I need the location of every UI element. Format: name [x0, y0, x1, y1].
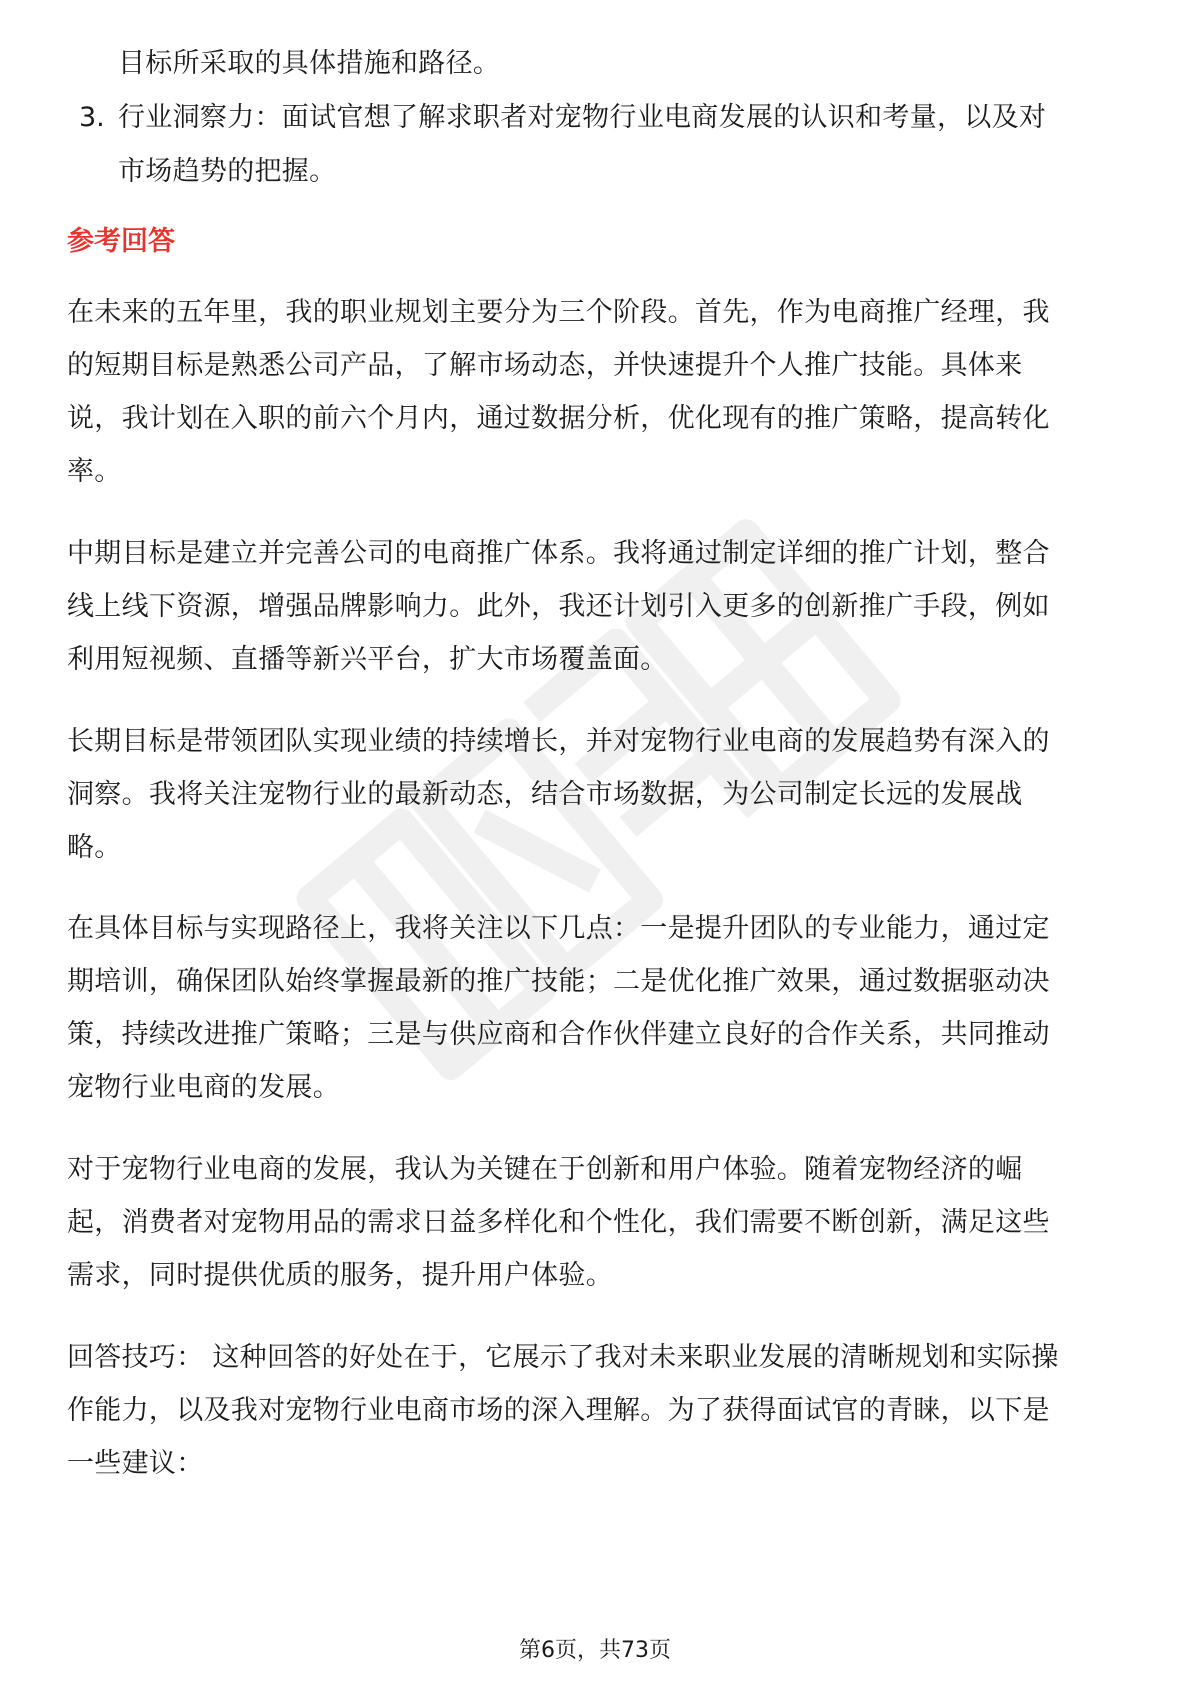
paragraph-line: 宠物行业电商的发展。 [67, 1072, 340, 1103]
paragraph-line: 长期目标是带领团队实现业绩的持续增长，并对宠物行业电商的发展趋势有深入的 [67, 726, 1050, 757]
paragraph-line: 策，持续改进推广策略；三是与供应商和合作伙伴建立良好的合作关系，共同推动 [67, 1019, 1050, 1050]
page-number-footer: 第6页，共73页 [519, 1638, 671, 1663]
paragraph-line: 回答技巧： 这种回答的好处在于，它展示了我对未来职业发展的清晰规划和实际操 [67, 1342, 1059, 1373]
paragraph-line: 率。 [67, 456, 122, 487]
paragraph-line: 在未来的五年里，我的职业规划主要分为三个阶段。首先，作为电商推广经理，我 [67, 297, 1050, 328]
section-heading: 参考回答 [67, 226, 175, 257]
paragraph-line: 一些建议： [67, 1448, 204, 1479]
paragraph-line: 线上线下资源，增强品牌影响力。此外，我还计划引入更多的创新推广手段，例如 [67, 591, 1050, 622]
paragraph-line: 需求，同时提供优质的服务，提升用户体验。 [67, 1260, 613, 1291]
paragraph-line: 在具体目标与实现路径上，我将关注以下几点：一是提升团队的专业能力，通过定 [67, 913, 1050, 944]
paragraph-line: 的短期目标是熟悉公司产品，了解市场动态，并快速提升个人推广技能。具体来 [67, 350, 1023, 381]
paragraph-line: 对于宠物行业电商的发展，我认为关键在于创新和用户体验。随着宠物经济的崛 [67, 1154, 1023, 1185]
paragraph-line: 作能力，以及我对宠物行业电商市场的深入理解。为了获得面试官的青睐，以下是 [67, 1395, 1050, 1426]
paragraph-line: 起，消费者对宠物用品的需求日益多样化和个性化，我们需要不断创新，满足这些 [67, 1207, 1050, 1238]
list-item-line: 行业洞察力：面试官想了解求职者对宠物行业电商发展的认识和考量，以及对 [118, 102, 1047, 133]
paragraph-line: 说，我计划在入职的前六个月内，通过数据分析，优化现有的推广策略，提高转化 [67, 403, 1050, 434]
paragraph-line: 期培训，确保团队始终掌握最新的推广技能；二是优化推广效果，通过数据驱动决 [67, 966, 1050, 997]
list-item-line: 市场趋势的把握。 [118, 156, 337, 187]
paragraph-line: 中期目标是建立并完善公司的电商推广体系。我将通过制定详细的推广计划，整合 [67, 538, 1050, 569]
paragraph-line: 略。 [67, 832, 122, 863]
list-item-number: 3. [79, 102, 105, 133]
paragraph-line: 洞察。我将关注宠物行业的最新动态，结合市场数据，为公司制定长远的发展战 [67, 779, 1023, 810]
list-continuation-line: 目标所采取的具体措施和路径。 [118, 48, 501, 79]
paragraph-line: 利用短视频、直播等新兴平台，扩大市场覆盖面。 [67, 644, 668, 675]
